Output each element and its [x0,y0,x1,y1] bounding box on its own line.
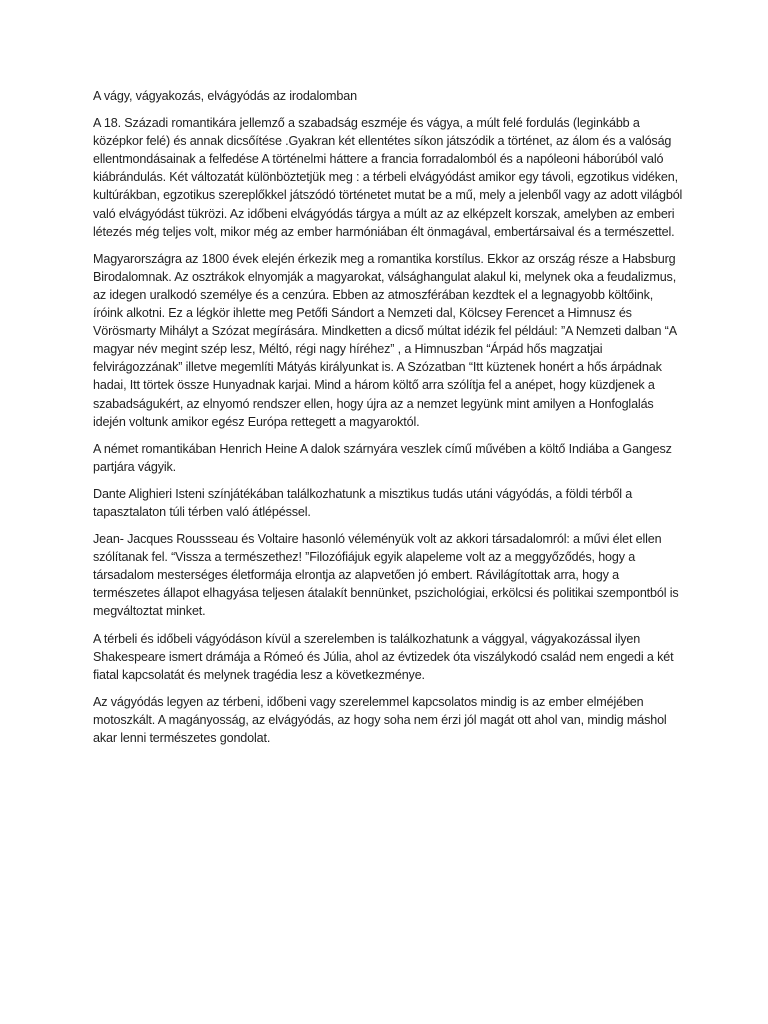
paragraph-rousseau-voltaire: Jean- Jacques Roussseau és Voltaire hasonló véleményük volt az akkori társadalomról: a művi élet ellen szólítanak fel. “Vissza a természethez! ”Filozófiájuk egyik alapeleme volt az a meggyőződés, hogy a társadalom mesterséges életformája elrontja az alapvetően jó embert. Rávilágítottak arra, hogy a természetes állapot elhagyása teljesen átalakít bennünket, pszichológiai, erkölcsi és politikai szempontból is megváltoztat minket. [93,532,679,619]
document-page [93,87,683,756]
paragraph-romanticism-intro: A 18. Századi romantikára jellemző a szabadság eszméje és vágya, a múlt felé fordulás (leginkább a középkor felé) és annak dicsőítése .Gyakran két ellentétes síkon játszódik a történet, az álom és a valóság ellentmondásainak a felfedése A történelmi háttere a francia forradalomból és a napóleoni háborúból való kiábrándulás. Két változatát különböztetjük meg : a térbeli elvágyódást amikor egy távoli, egzotikus vidéken, kultúrákban, egzotikus szereplőkkel játszódó történetet mutat be a mű, mely a jelenből vagy az adott világból való elvágyódást tükrözi. Az időbeni elvágyódás tárgya a múlt az az elképzelt korszak, amelyben az emberi létezés még teljes volt, mikor még az ember harmóniában élt önmagával, embertársaival és a természettel. [93,116,683,239]
paragraph-conclusion: Az vágyódás legyen az térbeni, időbeni vagy szerelemmel kapcsolatos mindig is az ember elméjében motoszkált. A magányosság, az elvágyódás, az hogy soha nem érzi jól magát ott ahol van, mindig máshol akar lenni természetes gondolat. [93,694,667,745]
paragraph-shakespeare: A térbeli és időbeli vágyódáson kívül a szerelemben is találkozhatunk a vággyal, vágyakozással ilyen Shakespeare ismert drámája a Rómeó és Júlia, ahol az évtizedek óta viszálykodó család nem engedi a két fiatal kapcsolatát és melynek tragédia lesz a következménye. [93,631,674,682]
document-title: A vágy, vágyakozás, elvágyódás az irodalomban [93,89,357,103]
paragraph-hungarian-romanticism: Magyarországra az 1800 évek elején érkezik meg a romantika korstílus. Ekkor az ország része a Habsburg Birodalomnak. Az osztrákok elnyomják a magyarokat, válsághangulat alakul ki, melynek oka a feudalizmus, az idegen uralkodó személye és a cenzúra. Ebben az atmoszférában kezdtek el a legnagyobb költőink, íróink alkotni. Ez a légkör ihlette meg Petőfi Sándort a Nemzeti dal, Kölcsey Ferencet a Himnusz és Vörösmarty Mihályt a Szózat megírására. Mindketten a dicső múltat idézik fel például: ”A Nemzeti dalban “A magyar név megint szép lesz, Méltó, régi nagy híréhez” , a Himnuszban “Árpád hős magzatjai felvirágozzának” illetve megemlíti Mátyás királyunkat is. A Szózatban “Itt küztenek honért a hős árpádnak hadai, Itt törtek össze Hunyadnak karjai. Mind a három költő arra szólítja fel a anépet, hogy küzdjenek a szabadságukért, az elnyomó rendszer ellen, hogy újra az a nemzet legyünk mint amilyen a Honfoglalás idején voltunk amikor egész Európa rettegett a magyaroktól. [93,251,677,429]
paragraph-heine: A német romantikában Henrich Heine A dalok szárnyára veszlek című művében a költő Indiába a Gangesz partjára vágyik. [93,441,672,474]
paragraph-dante: Dante Alighieri Isteni színjátékában találkozhatunk a misztikus tudás utáni vágyódás, a földi térből a tapasztalaton túli térben való átlépéssel. [93,486,633,519]
